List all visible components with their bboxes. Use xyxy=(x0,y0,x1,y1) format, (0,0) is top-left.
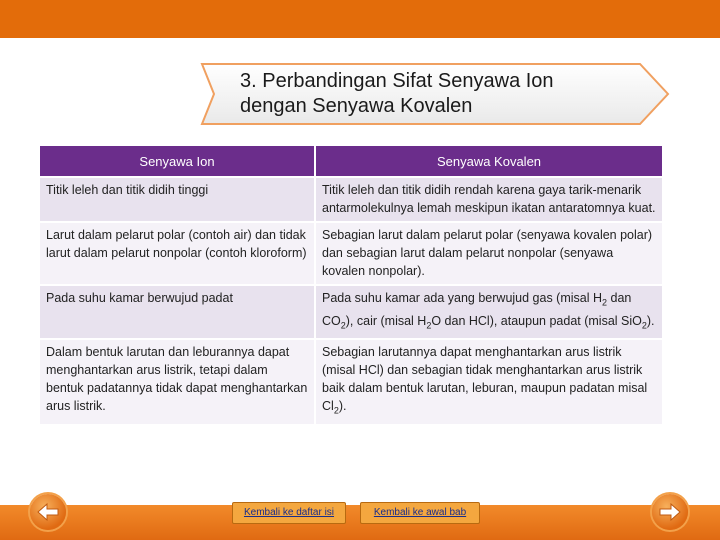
top-bar xyxy=(0,0,720,38)
cell-kovalen: Titik leleh dan titik didih rendah karena gaya tarik-menarik antarmolekulnya lemah meskipun ikatan antaratomnya kuat. xyxy=(315,177,662,222)
header-senyawa-kovalen: Senyawa Kovalen xyxy=(315,146,662,177)
title-line-1: 3. Perbandingan Sifat Senyawa Ion xyxy=(240,70,554,92)
cell-kovalen: Sebagian larut dalam pelarut polar (senyawa kovalen polar) dan sebagian larut dalam pelarut nonpolar (senyawa kovalen nonpolar). xyxy=(315,222,662,285)
subscript: 2 xyxy=(340,320,346,330)
arrow-right-icon xyxy=(659,502,681,522)
table-row xyxy=(40,285,662,339)
back-to-toc-link[interactable]: Kembali ke daftar isi xyxy=(232,502,346,524)
title-banner xyxy=(200,62,670,126)
cell-ion: Titik leleh dan titik didih tinggi xyxy=(40,177,315,222)
cell-ion: Dalam bentuk larutan dan leburannya dapat menghantarkan arus listrik, tetapi dalam bentuk padatannya tidak dapat menghantarkan arus listrik. xyxy=(40,339,315,424)
arrow-left-icon xyxy=(37,502,59,522)
header-senyawa-ion: Senyawa Ion xyxy=(40,146,315,177)
next-button[interactable] xyxy=(652,494,688,530)
subscript: 2 xyxy=(602,297,608,308)
text-part: ). xyxy=(646,313,655,328)
cell-ion: Pada suhu kamar berwujud padat xyxy=(40,285,315,339)
text-part: ), cair (misal H xyxy=(345,313,427,328)
subscript: 2 xyxy=(333,405,339,416)
back-to-chapter-start-link[interactable]: Kembali ke awal bab xyxy=(360,502,480,524)
subscript: 2 xyxy=(426,320,432,330)
table-row xyxy=(40,339,662,424)
table-row xyxy=(40,177,662,222)
text-part: Pada suhu kamar ada yang berwujud gas (misal H xyxy=(322,291,603,305)
previous-button[interactable] xyxy=(30,494,66,530)
text-part: O dan HCl), ataupun padat (misal SiO xyxy=(431,313,642,328)
page-title xyxy=(240,69,554,119)
cell-kovalen xyxy=(315,285,662,339)
table-row xyxy=(40,222,662,285)
subscript: 2 xyxy=(641,320,647,330)
text-part: Sebagian larutannya dapat menghantarkan arus listrik (misal HCl) dan sebagian tidak menghantarkan arus listrik baik dalam bentuk larutan, leburan, maupun padatan misal Cl xyxy=(322,345,648,413)
table-header-row xyxy=(40,146,662,177)
comparison-table xyxy=(40,146,662,424)
cell-kovalen xyxy=(315,339,662,424)
text-part: ). xyxy=(338,399,347,413)
text-part: dan CO xyxy=(322,291,632,328)
cell-ion: Larut dalam pelarut polar (contoh air) dan tidak larut dalam pelarut nonpolar (contoh kloroform) xyxy=(40,222,315,285)
title-line-2: dengan Senyawa Kovalen xyxy=(240,95,473,117)
